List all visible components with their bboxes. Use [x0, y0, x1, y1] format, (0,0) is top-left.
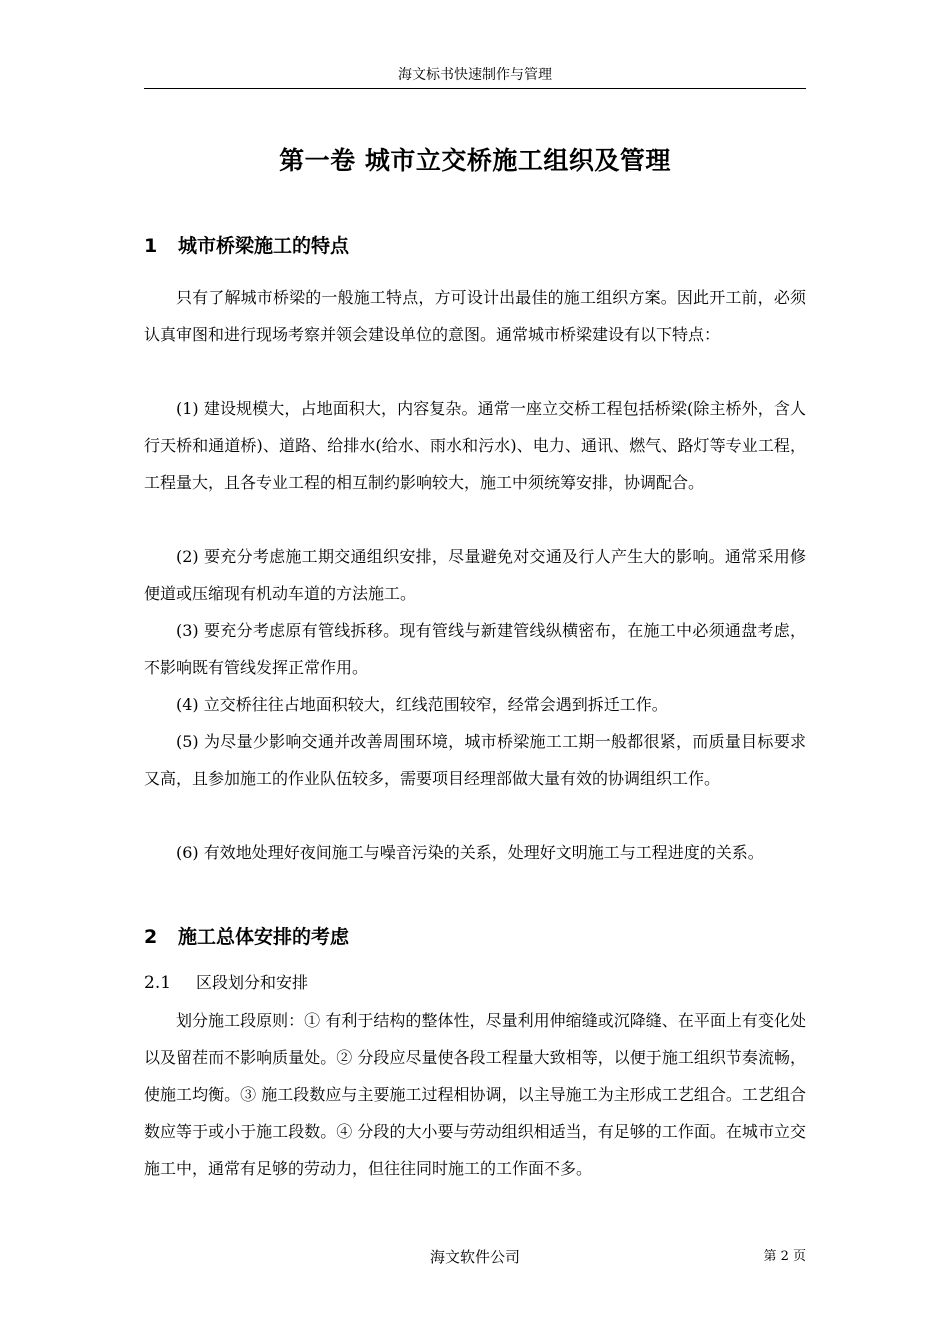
subsection-2-1-number: 2.1 — [144, 973, 172, 993]
subsection-2-1-text: 划分施工段原则：① 有利于结构的整体性，尽量利用伸缩缝或沉降缝、在平面上有变化处以及留茬而不影响质量处。② 分段应尽量使各段工程量大致相等，以便于施工组织节奏流畅，使施工均衡。③ 施工段数应与主要施工过程相协调，以主导施工为主形成工艺组合。工艺组合数应等于或小于施工段数。④ 分段的大小要与劳动组织相适当，有足够的工作面。在城市立交施工中，通常有足够的劳动力，但往往同时施工的工作面不多。 — [144, 1011, 806, 1178]
document-title: 第一卷 城市立交桥施工组织及管理 — [279, 146, 671, 175]
footer-page-number: 第 2 页 — [763, 1249, 806, 1264]
list-item-2: (2) 要充分考虑施工期交通组织安排，尽量避免对交通及行人产生大的影响。通常采用修便道或压缩现有机动车道的方法施工。 — [144, 547, 806, 603]
list-item-6: (6) 有效地处理好夜间施工与噪音污染的关系，处理好文明施工与工程进度的关系。 — [176, 843, 764, 862]
section-2-number: 2 — [144, 926, 158, 948]
section-2-heading — [144, 923, 349, 951]
list-item-1: (1) 建设规模大，占地面积大，内容复杂。通常一座立交桥工程包括桥梁(除主桥外，含人行天桥和通道桥)、道路、给排水(给水、雨水和污水)、电力、通讯、燃气、路灯等专业工程，工程量大，且各专业工程的相互制约影响较大，施工中须统筹安排，协调配合。 — [144, 399, 806, 492]
list-item-3: (3) 要充分考虑原有管线拆移。现有管线与新建管线纵横密布，在施工中必须通盘考虑，不影响既有管线发挥正常作用。 — [144, 621, 806, 677]
footer-company: 海文软件公司 — [429, 1248, 520, 1266]
section-1-title: 城市桥梁施工的特点 — [178, 235, 350, 257]
page-header — [144, 64, 806, 89]
subsection-2-1-title: 区段划分和安排 — [196, 973, 309, 992]
header-text: 海文标书快速制作与管理 — [398, 67, 552, 83]
subsection-2-1-heading — [144, 970, 308, 996]
section-1-number: 1 — [144, 235, 158, 257]
list-item-5: (5) 为尽量少影响交通并改善周围环境，城市桥梁施工工期一般都很紧，而质量目标要求又高，且参加施工的作业队伍较多，需要项目经理部做大量有效的协调组织工作。 — [144, 732, 806, 788]
section-1-intro: 只有了解城市桥梁的一般施工特点，方可设计出最佳的施工组织方案。因此开工前，必须认真审图和进行现场考察并领会建设单位的意图。通常城市桥梁建设有以下特点： — [144, 288, 806, 344]
list-item-4: (4) 立交桥往往占地面积较大，红线范围较窄，经常会遇到拆迁工作。 — [176, 695, 668, 714]
section-2-title: 施工总体安排的考虑 — [178, 926, 350, 948]
section-1-heading — [144, 232, 349, 260]
